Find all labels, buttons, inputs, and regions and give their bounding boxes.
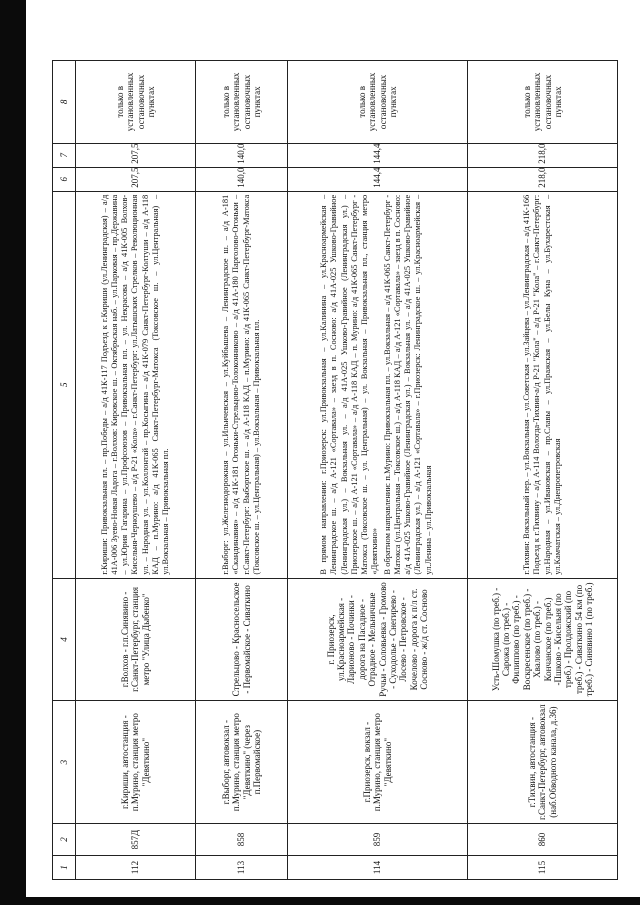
row-number: 115 [468, 856, 618, 880]
length-forward: 207,5 [76, 167, 196, 191]
route-code: 857Д [76, 824, 196, 856]
stop-note: только в установленных остановочных пунктах [288, 61, 468, 144]
routes-table [52, 60, 618, 880]
col-header-4: 4 [53, 578, 76, 701]
route-forward: В прямом направлении: г.Приозерск: ул.Привокзальная – ул.Калинина – ул.Красноармейская – Ленинградское ш. – а/д А-121 «Сортавала» – заезд в п. Сосново: а/д 41А-025 Ушково-Гравийное (Ленинградская ул.) – Вокзальная ул. – а/д 41А-025 Ушково-Гравийное (Ленинградская ул.) – Приозерское ш. – а/д А-121 «Сортавала» – а/д А-118 КАД – п. Мурино: а/д 41К-065 Санкт-Петербург - Матокса (Токсовское ш. – ул. Центральная) – ул. Вокзальная – Привокзальная пл., станция метро «Девяткино» [319, 194, 380, 575]
route-code: 859 [288, 824, 468, 856]
col-header-2: 2 [53, 824, 76, 856]
row-number: 113 [196, 856, 288, 880]
route-code: 858 [196, 824, 288, 856]
route-endpoints: г.Кириши, автостанция - п.Мурино, станция метро "Девяткино" [76, 701, 196, 824]
stop-note: только в установленных остановочных пунктах [468, 61, 618, 144]
route-code: 860 [468, 824, 618, 856]
scan-edge [0, 0, 26, 905]
route-path [288, 191, 468, 578]
route-endpoints: г.Приозерск, вокзал - п.Мурино, станция метро "Девяткино" [288, 701, 468, 824]
col-header-7: 7 [53, 143, 76, 167]
col-header-6: 6 [53, 167, 76, 191]
scan-edge-bottom [0, 897, 640, 905]
length-back: 207,5 [76, 143, 196, 167]
route-path: г.Выборг: ул.Железнодорожная – ул.Ильичевская – ул.Куйбышева – Ленинградское ш. – а/д А-181 «Скандинавия» – а/д 41К-181 Огоньки-Стрельцово-Толоконниково – а/д 41А-180 Парголово-Огоньки – г.Санкт-Петербург: Выборгское ш. – а/д А-118 КАД – п.Мурино: а/д 41К-065 Санкт-Петербург-Матокса (Токсовское ш. – ул.Центральная) – ул.Вокзальная – Привокзальная пл. [196, 191, 288, 578]
route-stops: Стрельцово - Красносельское - Первомайское - Сиваткино [196, 578, 288, 701]
stop-note: только в установленных остановочных пунктах [196, 61, 288, 144]
col-header-5: 5 [53, 191, 76, 578]
table-row [468, 61, 618, 880]
route-path: г.Тихвин: Вокзальный пер. – ул.Вокзальная – ул.Советская – ул.Зайцева – ул.Ленинградская – а/д 41К-166 Подъезд к г.Тихвину – а/д А-114 Вологда-Тихвин-а/д Р-21 "Кола" – а/д Р-21 "Кола" – г.Санкт-Петербург: ул.Народная – ул.Ивановская – пр.Славы – ул.Пражская – ул.Белы Куна – ул.Бухарестская – ул.Камчатская – ул.Днепропетровская [468, 191, 618, 578]
length-forward: 218,0 [468, 167, 618, 191]
route-endpoints: г.Тихвин, автостанция - г.Санкт-Петербург, автовокзал (наб.Обводного канала, д.36) [468, 701, 618, 824]
rotated-sheet [52, 60, 612, 880]
stop-note: только в установленных остановочных пунктах [76, 61, 196, 144]
table-row [76, 61, 196, 880]
length-back: 140,0 [196, 143, 288, 167]
row-number: 114 [288, 856, 468, 880]
route-endpoints: г.Выборг, автовокзал - п.Мурино, станция метро "Девяткино" (через п.Первомайское) [196, 701, 288, 824]
length-forward: 144,4 [288, 167, 468, 191]
length-forward: 140,0 [196, 167, 288, 191]
route-path: г.Кириши: Привокзальная пл. – пр.Победы – а/д 41К-117 Подъезд к г.Кириши (ул.Ленинградская) – а/д 41А-006 Зуево-Новая Ладога – г.Волхов: Кировское ш. – Октябрьская наб. – ул.Парковая – пр.Державина – ул.Юрия Гагарина – ул.Профсоюзов – Привокзальная пл. – ул. Некрасова – а/д 41К-005 Волхов-Кисельня-Черноушево – а/д Р-21 «Кола» – г.Санкт-Петербург: ул.Латышских Стрелков – Революционная ул. – Народная ул. – ул.Коллонтай – пр.Косыгина – а/д 41К-079 Санкт-Петербург-Колтуши – а/д А-118 КАД – п.Мурино: а/д 41К-065 Санкт-Петербург-Матокса (Токсовское ш. – ул.Центральная) – ул.Вокзальная – Привокзальная пл. [76, 191, 196, 578]
route-stops: Усть-Шомушка (по треб.) - Сарожа (по треб.) - Филиппово (по треб.) - Воскресенское (по треб.) - Хвалово (по треб.) - Кончанское (по треб.) -Пшково - Кисельня (по треб.) - Пролдожский (по треб.) - Сиваткино 54 км (по треб.) - Синявино 1 (по треб.) [468, 578, 618, 701]
route-stops: г. Приозерск, ул.Красноармейская - Ларионово - Починки - дорога на Пасадное - Отрадное - Мельничные Ручьи - Соловьевка - Громово - Суходолье - Снегирево - Лосево - Петровское - Кочелово - дорога к п/л ст. Сосново - ж/д ст. Сосново [288, 578, 468, 701]
col-header-1: 1 [53, 856, 76, 880]
table-row [288, 61, 468, 880]
table-row [196, 61, 288, 880]
header-row [53, 61, 76, 880]
col-header-8: 8 [53, 61, 76, 144]
route-stops: г.Волхов - г.п.Синявино - г.Санкт-Петербург, станция метро "Улица Дыбенко" [76, 578, 196, 701]
col-header-3: 3 [53, 701, 76, 824]
row-number: 112 [76, 856, 196, 880]
length-back: 144,4 [288, 143, 468, 167]
route-backward: В обратном направлении: п.Мурино: Привокзальная пл. – ул.Вокзальная – а/д 41К-065 Санкт-Петербург - Матокса (ул.Центральная – Токсовское ш.) – а/д А-118 КАД – а/д А-121 «Сортавала» – заезд в п. Сосново: а/д 41А-025 Ушково-Гравийное (Ленинградская ул.) – Вокзальная ул. – а/д 41А-025 Ушково-Гравийное (Ленинградская ул.) – а/д А-121 «Сортавала» – г.Приозерск: Ленинградское ш. – ул.Красноармейская – ул.Ленина – ул.Привокзальная [382, 194, 433, 575]
length-back: 218,0 [468, 143, 618, 167]
